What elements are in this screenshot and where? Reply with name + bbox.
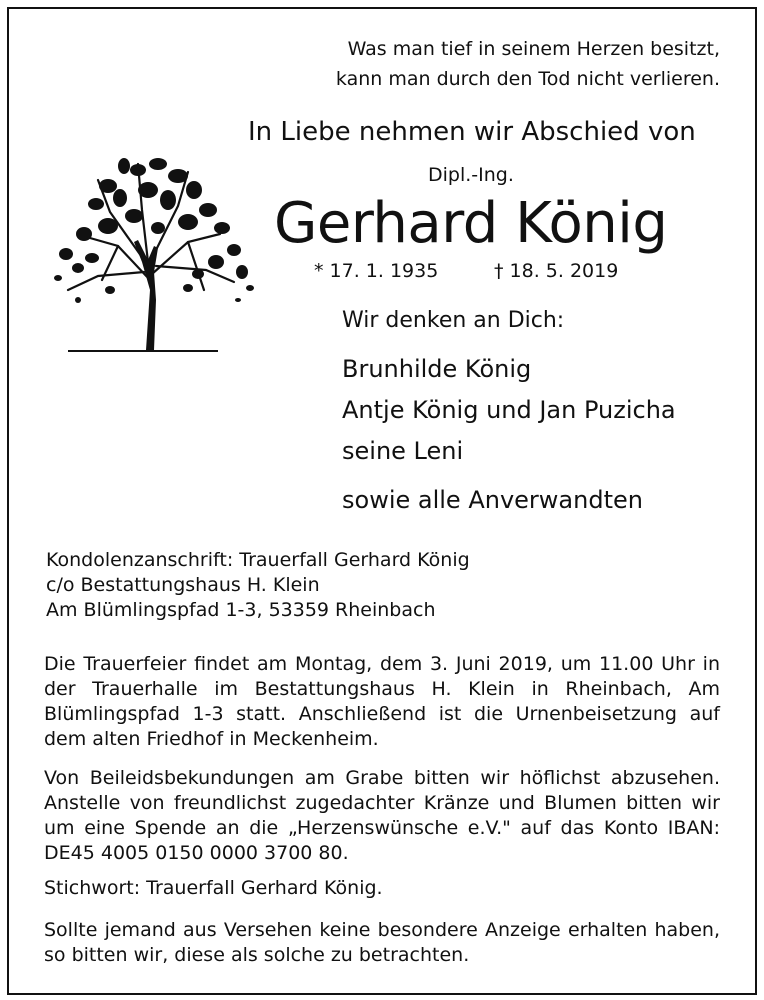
death-date: † 18. 5. 2019 <box>494 260 619 282</box>
tree-icon <box>38 150 258 360</box>
condolence-line-2: c/o Bestattungshaus H. Klein <box>46 574 320 596</box>
mourner-name: seine Leni <box>342 437 464 465</box>
donation-keyword: Stichwort: Trauerfall Gerhard König. <box>44 877 383 899</box>
mourners-intro: Wir denken an Dich: <box>342 308 565 333</box>
life-dates <box>314 258 619 284</box>
condolence-address <box>46 548 470 623</box>
farewell-heading: In Liebe nehmen wir Abschied von <box>248 117 696 147</box>
quote-line-1: Was man tief in seinem Herzen besitzt, <box>347 38 720 60</box>
birth-date: * 17. 1. 1935 <box>314 260 439 282</box>
condolence-line-1: Kondolenzanschrift: Trauerfall Gerhard König <box>46 549 470 571</box>
ceremony-paragraph: Die Trauerfeier findet am Montag, dem 3. Juni 2019, um 11.00 Uhr in der Trauerhalle im Bestattungshaus H. Klein in Rheinbach, Am Blümlingspfad 1-3 statt. Anschließend ist die Urnenbeisetzung auf dem alten Friedhof in Meckenheim. <box>44 653 720 750</box>
mourner-name: Antje König und Jan Puzicha <box>342 396 676 424</box>
quote-block <box>336 34 720 94</box>
notice-paragraph: Sollte jemand aus Versehen keine besondere Anzeige erhalten haben, so bitten wir, diese als solche zu betrachten. <box>44 919 720 966</box>
condolence-line-3: Am Blümlingspfad 1-3, 53359 Rheinbach <box>46 599 436 621</box>
academic-title: Dipl.-Ing. <box>428 164 514 186</box>
mourners-list <box>342 352 676 475</box>
mourners-closing: sowie alle Anverwandten <box>342 486 643 514</box>
deceased-name: Gerhard König <box>274 191 668 256</box>
quote-line-2: kann man durch den Tod nicht verlieren. <box>335 68 720 90</box>
mourner-name: Brunhilde König <box>342 355 532 383</box>
donation-paragraph: Von Beileidsbekundungen am Grabe bitten wir höflichst abzusehen. Anstelle von freundlichst zugedachter Kränze und Blumen bitten wir um eine Spende an die „Herzenswünsche e.V." auf das Konto IBAN: DE45 4005 0150 0000 3700 80. <box>44 767 720 864</box>
